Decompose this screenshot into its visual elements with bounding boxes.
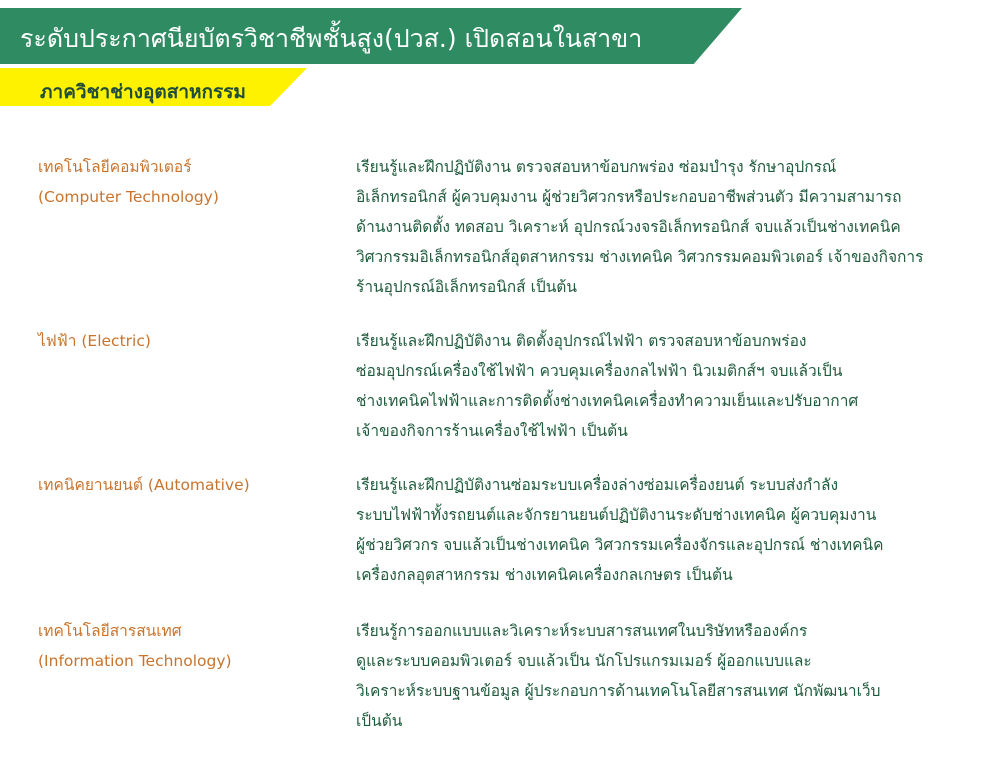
department-title: ภาควิชาช่างอุตสาหกรรม [40, 81, 246, 103]
description-line: เป็นต้น [356, 712, 403, 730]
program-name-line: เทคโนโลยีคอมพิวเตอร์ [38, 158, 192, 176]
description-line: เรียนรู้การออกแบบและวิเคราะห์ระบบสารสนเทศในบริษัทหรือองค์กร [356, 622, 808, 640]
program-name-line: เทคนิคยานยนต์ (Automative) [38, 476, 250, 494]
program-name [38, 616, 328, 676]
description-line: วิเคราะห์ระบบฐานข้อมูล ผู้ประกอบการด้านเทคโนโลยีสารสนเทศ นักพัฒนาเว็บ [356, 682, 881, 700]
program-name-line: (Computer Technology) [38, 188, 219, 206]
program-name-line: ไฟฟ้า (Electric) [38, 332, 151, 350]
description-line: ผู้ช่วยวิศวกร จบแล้วเป็นช่างเทคนิค วิศวกรรมเครื่องจักรและอุปกรณ์ ช่างเทคนิค [356, 536, 884, 554]
description-line: วิศวกรรมอิเล็กทรอนิกส์อุตสาหกรรม ช่างเทคนิค วิศวกรรมคอมพิวเตอร์ เจ้าของกิจการ [356, 248, 924, 266]
description-line: ด้านงานติดตั้ง ทดสอบ วิเคราะห์ อุปกรณ์วงจรอิเล็กทรอนิกส์ จบแล้วเป็นช่างเทคนิค [356, 218, 901, 236]
description-line: เรียนรู้และฝึกปฏิบัติงานซ่อมระบบเครื่องล่างซ่อมเครื่องยนต์ ระบบส่งกำลัง [356, 476, 839, 494]
program-description [356, 326, 981, 446]
program-name-line: เทคโนโลยีสารสนเทศ [38, 622, 182, 640]
page-title: ระดับประกาศนียบัตรวิชาชีพชั้นสูง(ปวส.) เปิดสอนในสาขา [20, 24, 643, 53]
program-name [38, 152, 328, 212]
program-description [356, 470, 981, 590]
description-line: ดูและระบบคอมพิวเตอร์ จบแล้วเป็น นักโปรแกรมเมอร์ ผู้ออกแบบและ [356, 652, 812, 670]
description-line: เครื่องกลอุตสาหกรรม ช่างเทคนิคเครื่องกลเกษตร เป็นต้น [356, 566, 733, 584]
program-description [356, 152, 981, 302]
description-line: ร้านอุปกรณ์อิเล็กทรอนิกส์ เป็นต้น [356, 278, 577, 296]
program-description [356, 616, 981, 736]
program-name-line: (Information Technology) [38, 652, 232, 670]
description-line: เรียนรู้และฝึกปฏิบัติงาน ติดตั้งอุปกรณ์ไฟฟ้า ตรวจสอบหาข้อบกพร่อง [356, 332, 807, 350]
description-line: เรียนรู้และฝึกปฏิบัติงาน ตรวจสอบหาข้อบกพร่อง ซ่อมบำรุง รักษาอุปกรณ์ [356, 158, 837, 176]
description-line: ซ่อมอุปกรณ์เครื่องใช้ไฟฟ้า ควบคุมเครื่องกลไฟฟ้า นิวเมติกส์ฯ จบแล้วเป็น [356, 362, 843, 380]
description-line: ช่างเทคนิคไฟฟ้าและการติดตั้งช่างเทคนิคเครื่องทำความเย็นและปรับอากาศ [356, 392, 859, 410]
description-line: ระบบไฟฟ้าทั้งรถยนต์และจักรยานยนต์ปฏิบัติงานระดับช่างเทคนิค ผู้ควบคุมงาน [356, 506, 877, 524]
description-line: อิเล็กทรอนิกส์ ผู้ควบคุมงาน ผู้ช่วยวิศวกรหรือประกอบอาชีพส่วนตัว มีความสามารถ [356, 188, 902, 206]
program-name [38, 470, 328, 500]
program-name [38, 326, 328, 356]
description-line: เจ้าของกิจการร้านเครื่องใช้ไฟฟ้า เป็นต้น [356, 422, 628, 440]
